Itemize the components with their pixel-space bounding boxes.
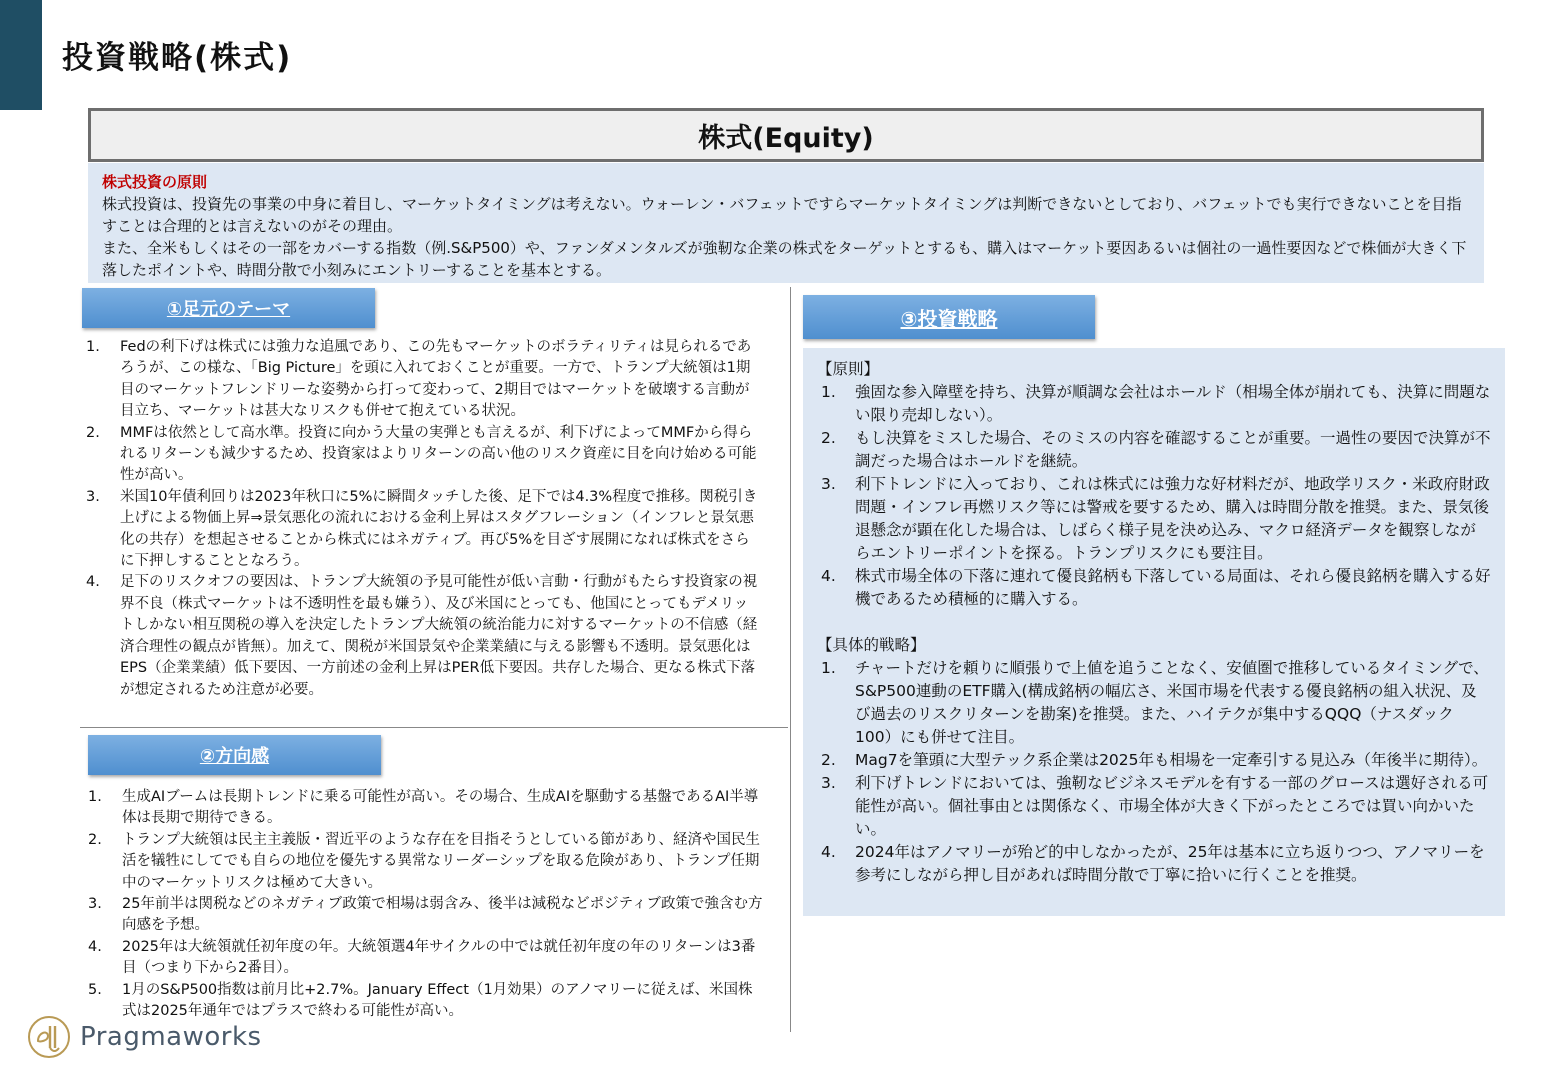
principle-title: 株式投資の原則 bbox=[102, 173, 208, 191]
list-text: 株式市場全体の下落に連れて優良銘柄も下落している局面は、それら優良銘柄を購入する好機であるため積極的に購入する。 bbox=[855, 567, 1491, 608]
list-item bbox=[80, 337, 760, 423]
list-item bbox=[82, 937, 764, 980]
list-number: 3. bbox=[88, 896, 102, 913]
list-item bbox=[817, 657, 1491, 749]
list-text: Mag7を筆頭に大型テック系企業は2025年も相場を一定牽引する見込み（年後半に期待）。 bbox=[855, 751, 1488, 769]
list-text: 利下トレンドに入っており、これは株式には強力な好材料だが、地政学リスク・米政府財政問題・インフレ再燃リスク等には警戒を要するため、購入は時間分散を推奨。また、景気後退懸念が顕在化した場合は、しばらく様子見を決め込み、マクロ経済データを観察しながらエントリーポイントを探る。トランプリスクにも要注目。 bbox=[855, 475, 1490, 562]
list-item bbox=[82, 830, 764, 894]
list-number: 4. bbox=[821, 567, 836, 585]
strategy-principles-list bbox=[817, 381, 1491, 611]
page-title: 投資戦略(株式) bbox=[62, 40, 293, 76]
investment-strategy-panel bbox=[803, 348, 1505, 916]
list-number: 5. bbox=[88, 981, 102, 998]
specific-strategy-list bbox=[817, 657, 1491, 887]
principle-paragraph: 株式投資は、投資先の事業の中身に着目し、マーケットタイミングは考えない。ウォーレン・バフェットですらマーケットタイミングは判断できないとしており、バフェットでも実行できないことを目指すことは合理的とは言えないのがその理由。 bbox=[102, 195, 1462, 235]
list-number: 2. bbox=[821, 429, 836, 447]
list-text: チャートだけを頼りに順張りで上値を追うことなく、安値圏で推移しているタイミングで、S&P500連動のETF購入(構成銘柄の幅広さ、米国市場を代表する優良銘柄の組入状況、及び過去のリスクリターンを勘案)を推奨。また、ハイテクが集中するQQQ（ナスダック100）にも併せて注目。 bbox=[855, 659, 1489, 746]
section-title: ②方向感 bbox=[199, 746, 270, 767]
logo-text: Pragmaworks bbox=[80, 1022, 262, 1052]
list-text: 米国10年債利回りは2023年秋口に5%に瞬間タッチした後、足下では4.3%程度で推移。関税引き上げによる物価上昇⇒景気悪化の流れにおける金利上昇はスタグフレーション（インフレと景気悪化の共存）を想起させることから株式にはネガティブ。再び5%を目ざす展開になれば株式をさらに下押しすることとなろう。 bbox=[120, 488, 758, 570]
list-text: トランプ大統領は民主主義版・習近平のような存在を目指そうとしている節があり、経済や国民生活を犠牲にしてでも自らの地位を優先する異常なリーダーシップを取る危険があり、トランプ任期中のマーケットリスクは極めて大きい。 bbox=[122, 831, 760, 891]
list-item bbox=[82, 894, 764, 937]
list-number: 4. bbox=[86, 574, 100, 591]
title-accent-bar bbox=[0, 0, 42, 110]
list-number: 1. bbox=[821, 383, 836, 401]
principles-heading: 【原則】 bbox=[817, 360, 880, 378]
list-text: もし決算をミスした場合、そのミスの内容を確認することが重要。一過性の要因で決算が不調だった場合はホールドを継続。 bbox=[855, 429, 1491, 470]
list-text: Fedの利下げは株式には強力な追風であり、この先もマーケットのボラティリティは見られるであろうが、この様な、「Big Picture」を頭に入れておくことが重要。一方で、トランプ大統領は1期目のマーケットフレンドリーな姿勢から打って変わって、2期目ではマーケットを破壊する言動が目立ち、マーケットは甚大なリスクも併せて抱えている状況。 bbox=[120, 339, 752, 420]
section-tab-investment-strategy bbox=[803, 295, 1095, 339]
list-text: 強固な参入障壁を持ち、決算が順調な会社はホールド（相場全体が崩れても、決算に問題ない限り売却しない）。 bbox=[855, 383, 1491, 424]
list-item bbox=[80, 487, 760, 573]
list-number: 1. bbox=[88, 789, 102, 805]
list-number: 1. bbox=[86, 339, 100, 355]
list-item bbox=[817, 772, 1491, 841]
list-text: 2025年は大統領就任初年度の年。大統領選4年サイクルの中では就任初年度の年のリターンは3番目（つまり下から2番目）。 bbox=[122, 938, 756, 977]
section-title: ③投資戦略 bbox=[900, 306, 998, 331]
equity-banner bbox=[88, 108, 1484, 162]
list-number: 3. bbox=[86, 488, 100, 505]
list-item bbox=[817, 381, 1491, 427]
list-item bbox=[82, 787, 764, 830]
list-item bbox=[817, 427, 1491, 473]
list-item bbox=[817, 565, 1491, 611]
list-number: 3. bbox=[821, 774, 836, 792]
list-text: 足下のリスクオフの要因は、トランプ大統領の予見可能性が低い言動・行動がもたらす投資家の視界不良（株式マーケットは不透明性を最も嫌う）、及び米国にとっても、他国にとってもデメリットしかない相互関税の導入を決定したトランプ大統領の統治能力に対するマーケットの不信感（経済合理性の観点が皆無）。加えて、関税が米国景気や企業業績に与える影響も不透明。景気悪化はEPS（企業業績）低下要因、一方前述の金利上昇はPER低下要因。共存した場合、更なる株式下落が想定されるため注意が必要。 bbox=[120, 574, 758, 698]
principle-paragraph: また、全米もしくはその一部をカバーする指数（例.S&P500）や、ファンダメンタルズが強靭な企業の株式をターゲットとするも、購入はマーケット要因あるいは個社の一過性要因などで株価が大きく下落したポイントや、時間分散で小刻みにエントリーすることを基本とする。 bbox=[102, 239, 1467, 279]
section-title: ①足元のテーマ bbox=[166, 299, 291, 320]
horizontal-divider bbox=[80, 727, 788, 728]
list-number: 2. bbox=[86, 424, 100, 441]
direction-list bbox=[82, 787, 764, 1022]
section-tab-current-themes bbox=[82, 288, 375, 328]
pragmaworks-logo-icon bbox=[26, 1014, 72, 1060]
list-text: 25年前半は関税などのネガティブ政策で相場は弱含み、後半は減税などポジティブ政策で強含む方向感を予想。 bbox=[122, 896, 763, 934]
principle-box bbox=[88, 163, 1484, 283]
list-item bbox=[80, 423, 760, 487]
list-item bbox=[817, 473, 1491, 565]
list-number: 3. bbox=[821, 475, 836, 493]
spacer bbox=[817, 611, 1491, 634]
company-logo bbox=[26, 1014, 262, 1060]
specific-heading: 【具体的戦略】 bbox=[817, 636, 926, 654]
list-number: 1. bbox=[821, 659, 836, 677]
list-text: 2024年はアノマリーが殆ど的中しなかったが、25年は基本に立ち返りつつ、アノマリーを参考にしながら押し目があれば時間分散で丁寧に拾いに行くことを推奨。 bbox=[855, 843, 1485, 884]
vertical-divider bbox=[790, 287, 791, 1032]
list-item bbox=[80, 572, 760, 700]
list-text: 利下げトレンドにおいては、強靭なビジネスモデルを有する一部のグロースは選好される可能性が高い。個社事由とは関係なく、市場全体が大きく下がったところでは買い向かいたい。 bbox=[855, 774, 1489, 838]
section-tab-direction bbox=[88, 735, 381, 775]
list-number: 4. bbox=[821, 843, 836, 861]
banner-title: 株式(Equity) bbox=[698, 122, 874, 154]
list-number: 2. bbox=[88, 831, 102, 848]
list-item bbox=[817, 841, 1491, 887]
list-item bbox=[817, 749, 1491, 772]
list-text: 1月のS&P500指数は前月比+2.7%。January Effect（1月効果）のアノマリーに従えば、米国株式は2025年通年ではプラスで終わる可能性が高い。 bbox=[122, 981, 753, 1020]
list-number: 4. bbox=[88, 938, 102, 955]
list-number: 2. bbox=[821, 751, 836, 769]
list-text: 生成AIブームは長期トレンドに乗る可能性が高い。その場合、生成AIを駆動する基盤であるAI半導体は長期で期待できる。 bbox=[122, 789, 759, 827]
current-themes-list bbox=[80, 337, 760, 701]
list-text: MMFは依然として高水準。投資に向かう大量の実弾とも言えるが、利下げによってMMFから得られるリターンも減少するため、投資家はよりリターンの高い他のリスク資産に目を向け始める可能性が高い。 bbox=[120, 424, 757, 484]
